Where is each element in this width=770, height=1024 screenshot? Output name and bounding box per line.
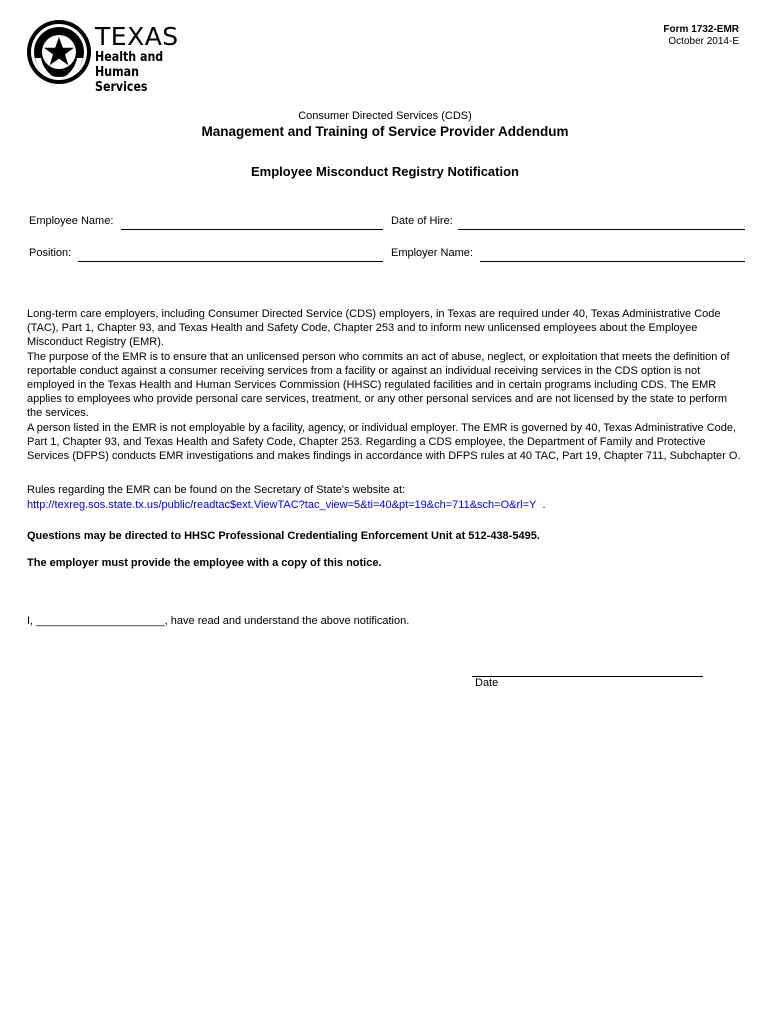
ack-name-blank[interactable]: _____________________ (36, 615, 165, 627)
acknowledgement-line (27, 615, 409, 627)
page-title: Management and Training of Service Provider Addendum (201, 124, 569, 139)
questions-notice: Questions may be directed to HHSC Professional Credentialing Enforcement Unit at 512-438-5495. (27, 530, 540, 542)
form-number: Form 1732-EMR (663, 24, 739, 35)
form-identifier (663, 24, 739, 48)
date-of-hire-field[interactable] (458, 229, 745, 230)
date-signature-line[interactable] (472, 676, 703, 677)
paragraph-emr-requirement: Long-term care employers, including Consumer Directed Service (CDS) employers, in Texas are required under 40, Texas Administrative Code (TAC), Part 1, Chapter 93, and Texas Health and Safety Code, Chapter 253 and to inform new unlicensed employees about the Employee Misconduct Registry (EMR). (27, 308, 721, 349)
employee-name-field[interactable] (121, 229, 383, 230)
program-title: Consumer Directed Services (CDS) (298, 110, 472, 122)
rules-link-period: . (542, 499, 546, 511)
employer-name-label: Employer Name: (391, 247, 473, 259)
position-field[interactable] (78, 261, 383, 262)
logo-title: TEXAS (95, 22, 179, 51)
ack-prefix: I, (27, 615, 34, 627)
date-label: Date (475, 677, 499, 689)
section-title: Employee Misconduct Registry Notification (251, 164, 519, 179)
rules-link[interactable]: http://texreg.sos.state.tx.us/public/readtac$ext.ViewTAC?tac_view=5&ti=40&pt=19&ch=711&sch=O&rl=Y (27, 499, 537, 511)
hhs-logo (25, 18, 205, 95)
ack-suffix: , have read and understand the above notification. (164, 615, 410, 627)
copy-notice: The employer must provide the employee with a copy of this notice. (27, 557, 382, 569)
logo-subtitle-line1: Health and Human (95, 50, 164, 80)
paragraph-emr-governance: A person listed in the EMR is not employable by a facility, agency, or individual employer. The EMR is governed by 40, Texas Administrative Code, Part 1, Chapter 93, and Texas Health and Safety Code, Chapter 253. Regarding a CDS employee, the Department of Family and Protective Services (DFPS) conducts EMR investigations and makes findings in accordance with DFPS rules at 40 TAC, Part 19, Chapter 711, Subchapter O. (27, 421, 741, 463)
logo-subtitle-line2: Services (95, 80, 148, 95)
rules-section (27, 483, 745, 513)
employee-name-label: Employee Name: (29, 215, 114, 227)
employer-name-field[interactable] (480, 261, 745, 262)
paragraph-emr-purpose: The purpose of the EMR is to ensure that an unlicensed person who commits an act of abuse, neglect, or exploitation that meets the definition of reportable conduct against a consumer receiving services from a facility or against an individual receiving services in the CDS option is not employed in the Texas Health and Human Services Commission (HHSC) regulated facilities and in certain programs including CDS. The EMR applies to employees who provide personal care services, treatment, or any other personal services and are not licensed by the state to perform the services. (27, 350, 730, 420)
texas-star-seal-icon (25, 18, 93, 86)
rules-intro: Rules regarding the EMR can be found on the Secretary of State's website at: (27, 484, 406, 496)
form-date: October 2014-E (668, 36, 739, 47)
date-of-hire-label: Date of Hire: (391, 215, 453, 227)
position-label: Position: (29, 247, 72, 259)
notice-body (27, 307, 745, 463)
